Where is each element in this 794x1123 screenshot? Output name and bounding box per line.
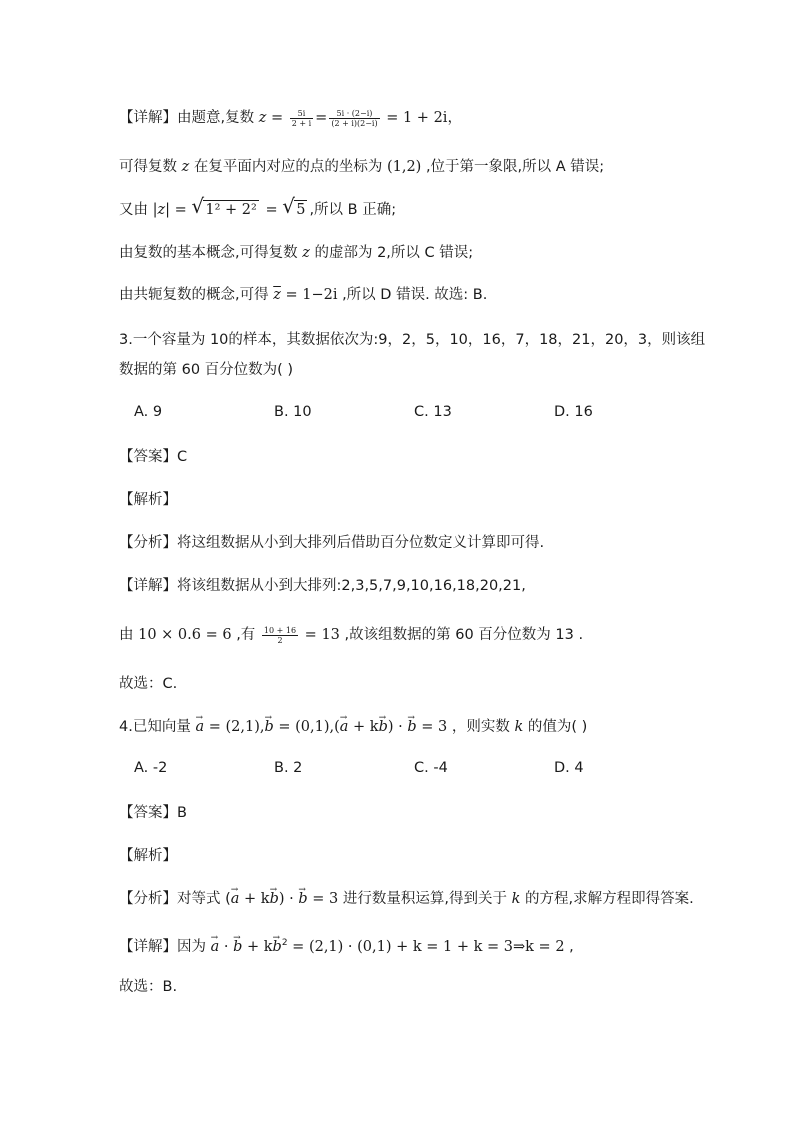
text: 由共轭复数的概念,可得 (119, 287, 274, 303)
q3-answer: 【答案】C (119, 449, 188, 465)
q4-option-c: C. -4 (414, 760, 448, 776)
q4-stem (119, 717, 587, 737)
radical-sign: √ (282, 194, 295, 218)
q4-conclusion: 故选：B. (119, 979, 178, 995)
detail-line-2 (119, 157, 604, 177)
vector-b: → b (298, 889, 307, 909)
vector-b: → b (233, 937, 242, 957)
expr: ) · (278, 891, 299, 907)
frac-num: 5i (290, 109, 313, 119)
fraction (329, 109, 379, 128)
text: 由 (119, 627, 139, 643)
frac-den: (2 + i)(2−i) (331, 118, 378, 128)
q4-option-a: A. -2 (134, 760, 168, 776)
radical-sign: √ (191, 194, 205, 218)
radicand: 5 (296, 202, 306, 218)
text: 的方程,求解方程即得答案. (520, 891, 694, 907)
conjugate-z: $\overline{z}$ (273, 287, 281, 303)
detail-line-1 (119, 108, 462, 128)
text: ,所以 B 正确; (309, 202, 397, 218)
var-z: z (258, 110, 267, 126)
eq: = (315, 110, 328, 126)
expr: = (2,1) · (0,1) + k = 1 + k = 3⇒k = 2 (287, 938, 565, 955)
exponent: 2 (281, 938, 288, 948)
fraction (290, 109, 313, 128)
vector-b: → b (407, 717, 416, 737)
text: 进行数量积运算,得到关于 (338, 891, 512, 907)
var-k: k (514, 719, 524, 735)
text: 由题意,复数 (177, 110, 259, 126)
text: 的虚部为 2,所以 C 错误; (309, 245, 474, 261)
expr: = (0,1),( (273, 719, 340, 735)
q3-conclusion: 故选：C. (119, 676, 178, 692)
text: ,有 (231, 627, 260, 643)
text: 【详解】因为 (119, 938, 211, 955)
detail-label: 【详解】 (119, 110, 177, 126)
q3-stem-line-1: 3.一个容量为 10的样本，其数据依次为:9，2，5，10，16，7，18，21，20，3，则该组 (119, 332, 706, 348)
text: ,所以 D 错误. 故选: B. (337, 287, 488, 303)
vector-a: → a (231, 889, 240, 909)
detail-line-4 (119, 243, 473, 263)
eq: = (266, 110, 288, 126)
text: ，则实数 (447, 719, 515, 735)
sqrt (282, 194, 307, 220)
punct: , (564, 938, 574, 955)
q4-detail (119, 933, 574, 957)
q4-analysis-title: 【解析】 (119, 848, 177, 864)
expr: = (2,1), (204, 719, 265, 735)
point: (1,2) (386, 159, 422, 175)
expr: ) · (387, 719, 408, 735)
q3-option-a: A. 9 (134, 404, 163, 420)
detail-line-5 (119, 285, 487, 305)
result: = 13 (300, 627, 340, 643)
vector-a: → a (340, 717, 349, 737)
expr: 10 × 0.6 = 6 (138, 627, 232, 643)
expr: · (219, 938, 234, 955)
detail-line-3 (119, 194, 397, 220)
text: 【分析】对等式 ( (119, 891, 231, 907)
expr: + k (348, 719, 379, 735)
result: = 1 + 2i (381, 110, 448, 126)
text: 由复数的基本概念,可得复数 (119, 245, 303, 261)
q3-calc (119, 625, 583, 645)
q3-option-d: D. 16 (554, 404, 593, 420)
expr: = 3 (307, 891, 339, 907)
vector-b: → b (273, 937, 282, 957)
eq: = 1−2i (280, 287, 338, 303)
eq: = (260, 202, 283, 218)
text: 可得复数 (119, 159, 182, 175)
q3-detail: 【详解】将该组数据从小到大排列:2,3,5,7,9,10,16,18,20,21, (119, 578, 526, 594)
q3-analysis-title: 【解析】 (119, 492, 177, 508)
vector-b: → b (264, 717, 273, 737)
q3-option-c: C. 13 (414, 404, 452, 420)
frac-num: 5i · (2−i) (329, 109, 379, 119)
var-k: k (511, 891, 521, 907)
vector-b: → b (270, 889, 279, 909)
q3-option-b: B. 10 (274, 404, 312, 420)
frac-den: 2 (277, 635, 283, 645)
q4-fenxi (119, 889, 694, 909)
q3-stem-line-2: 数据的第 60 百分位数为( ) (119, 362, 294, 378)
text: 4.已知向量 (119, 719, 196, 735)
q4-answer: 【答案】B (119, 805, 187, 821)
q4-option-b: B. 2 (274, 760, 303, 776)
text: ,位于第一象限,所以 A 错误; (421, 159, 605, 175)
frac-den: 2 + i (291, 118, 312, 128)
expr: = 3 (416, 719, 448, 735)
var-z: z (181, 159, 190, 175)
vector-b: → b (379, 717, 388, 737)
frac-num: 10 + 16 (263, 625, 297, 635)
text: 在复平面内对应的点的坐标为 (189, 159, 387, 175)
abs-z: |z| = (152, 202, 192, 218)
q4-option-d: D. 4 (554, 760, 584, 776)
text: 又由 (119, 202, 153, 218)
sqrt (191, 194, 258, 220)
vector-a: → a (195, 717, 204, 737)
radicand: 1² + 2² (205, 202, 257, 218)
vector-a: → a (211, 937, 220, 957)
text: ,故该组数据的第 60 百分位数为 13 . (339, 627, 584, 643)
var-z: z (302, 245, 310, 261)
expr: + k (242, 938, 273, 955)
expr: + k (239, 891, 270, 907)
fraction (262, 626, 298, 645)
q3-fenxi: 【分析】将这组数据从小到大排列后借助百分位数定义计算即可得. (119, 535, 545, 551)
punct: ， (447, 110, 462, 126)
text: 的值为( ) (523, 719, 588, 735)
